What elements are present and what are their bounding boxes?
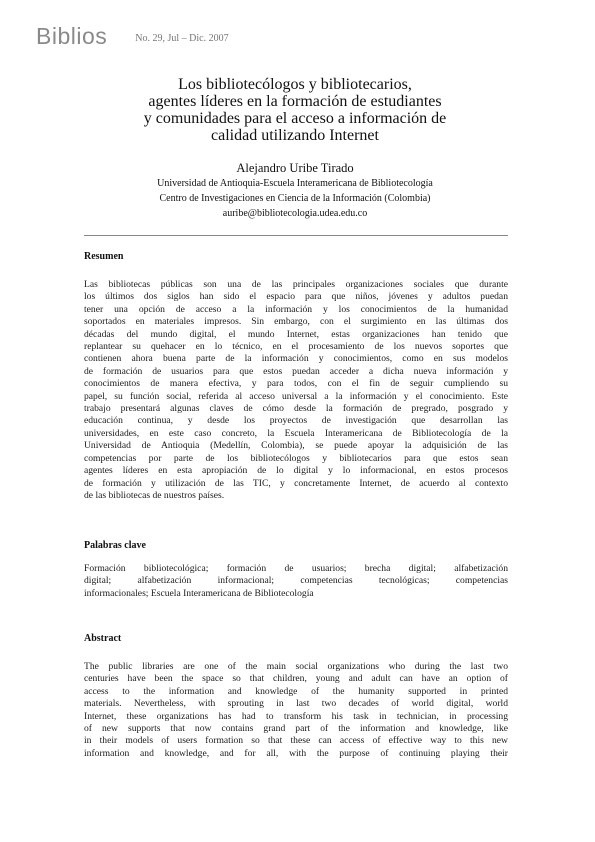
text-line: conocimientos de manera efectiva, y para todos, con el fin de seguir cumpliendo su [84,378,508,390]
resumen-body [84,279,508,502]
text-line: papel, su función social, referida al acceso universal a la información y el conocimiento. Este [84,390,508,402]
text-line: décadas del mundo digital, el mundo Internet, estas organizaciones han tenido que [84,328,508,340]
title-line: Los bibliotecólogos y bibliotecarios, [178,76,412,93]
text-line: of new supports that now contains grand part of the information and knowledge, like [84,723,508,735]
divider [84,235,508,236]
text-line: information and knowledge, and for all, with the purpose of continuing playing their [84,747,508,759]
paper-title [60,76,530,144]
author-email[interactable]: auribe@bibliotecologia.udea.edu.co [222,208,368,219]
abstract-heading: Abstract [84,633,122,644]
text-line: de las bibliotecas de nuestros países. [84,489,225,501]
text-line: trabajo presentará algunas claves de cómo desde la formación de pregrado, posgrado y [84,403,508,415]
author-name: Alejandro Uribe Tirado [236,161,354,175]
text-line: tener una opción de acceso a la información y los conocimientos de la humanidad [84,303,508,315]
palabras-clave-body [84,563,508,600]
text-line: Las bibliotecas públicas son una de las principales organizaciones sociales que durante [84,279,508,290]
palabras-clave-heading: Palabras clave [84,540,146,551]
text-line: digital; alfabetización informacional; competencias tecnológicas; competencias [84,575,508,587]
text-line: educación continua, y desde los proyectos de investigación que desarrollan las [84,415,508,427]
text-line: soportados en materiales impresos. Sin embargo, con el surgimiento en las últimas dos [84,316,508,328]
text-line: Universidad de Antioquia (Medellín, Colombia), se puede apoyar la adquisición de las [84,440,508,452]
journal-header [36,24,229,48]
journal-logo: Biblios [36,22,108,49]
author-block [60,160,530,221]
text-line: Formación bibliotecológica; formación de usuarios; brecha digital; alfabetización [84,563,508,574]
text-line: contienen ahora buena parte de la información y conocimientos, como en sus modelos [84,353,508,365]
abstract-body [84,661,508,760]
title-line: y comunidades para el acceso a información de [143,110,447,127]
text-line: The public libraries are one of the main social organizations who during the last two [84,661,508,672]
text-line: de formación de usuarios para que estos puedan acceder a dicha nueva información y [84,365,508,377]
text-line: de formación y utilización de las TIC, y concretamente Internet, de acuerdo al contexto [84,477,508,489]
resumen-heading: Resumen [84,251,124,262]
text-line: universidades, en este caso concreto, la Escuela Interamericana de Bibliotecología de la [84,427,508,439]
title-line: calidad utilizando Internet [211,127,379,144]
text-line: informacionales; Escuela Interamericana de Bibliotecología [84,587,314,599]
text-line: replantear su quehacer en lo técnico, en el procesamiento de los nuevos soportes que [84,341,508,353]
text-line: Internet, these organizations has had to transform his task in technician, in processing [84,710,508,722]
text-line: agentes líderes en esta apropiación de lo digital y lo informacional, en estos procesos [84,465,508,477]
author-affiliation: Universidad de Antioquia-Escuela Interamericana de Bibliotecología [157,178,433,189]
title-line: agentes líderes en la formación de estudiantes [148,93,442,110]
author-affiliation: Centro de Investigaciones en Ciencia de la Información (Colombia) [159,193,431,204]
text-line: competencias por parte de los bibliotecólogos y bibliotecarios para que estos sean [84,452,508,464]
text-line: los últimos dos siglos han sido el espacio para que niños, jóvenes y adultos puedan [84,291,508,303]
text-line: centuries have been the space so that children, young and adult can have an option of [84,673,508,685]
text-line: access to the information and knowledge of the humanity supported in printed [84,685,508,697]
text-line: in their models of users formation so that these can access of effective way to this new [84,735,508,747]
text-line: materials. Nevertheless, with sprouting in last two decades of world digital, world [84,698,508,710]
issue-info: No. 29, Jul – Dic. 2007 [135,32,229,44]
